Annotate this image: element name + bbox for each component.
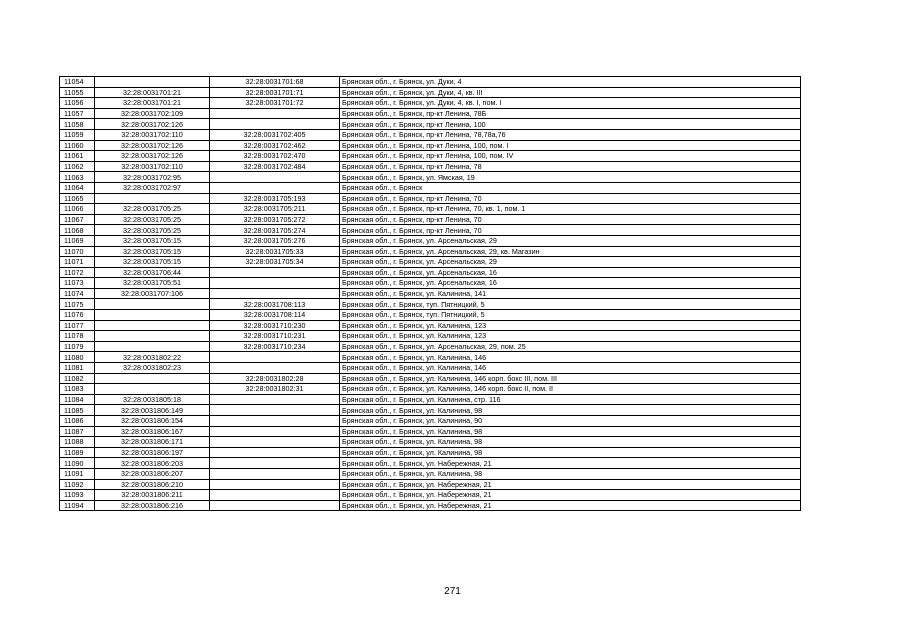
table-row	[60, 87, 801, 98]
address-cell: Брянская обл., г. Брянск, ул. Калинина, 98	[340, 437, 801, 448]
table-row	[60, 384, 801, 395]
address-cell: Брянская обл., г. Брянск, ул. Калинина, 146 корп. бокс III, пом. III	[340, 373, 801, 384]
record-number-cell: 11086	[60, 416, 95, 427]
record-number-cell: 11061	[60, 151, 95, 162]
land-plot-cadastral-number-cell: 32:28:0031806:149	[95, 405, 210, 416]
record-number-cell: 11067	[60, 214, 95, 225]
address-cell: Брянская обл., г. Брянск, ул. Арсенальская, 16	[340, 267, 801, 278]
address-cell: Брянская обл., г. Брянск, ул. Калинина, 98	[340, 426, 801, 437]
record-number-cell: 11068	[60, 225, 95, 236]
table-row	[60, 140, 801, 151]
object-cadastral-number-cell	[210, 468, 340, 479]
land-plot-cadastral-number-cell: 32:28:0031702:97	[95, 182, 210, 193]
object-cadastral-number-cell	[210, 426, 340, 437]
record-number-cell: 11070	[60, 246, 95, 257]
address-cell: Брянская обл., г. Брянск, пр-кт Ленина, 78,78а,76	[340, 129, 801, 140]
address-cell: Брянская обл., г. Брянск, ул. Набережная, 21	[340, 458, 801, 469]
page-number: 271	[444, 586, 461, 597]
record-number-cell: 11060	[60, 140, 95, 151]
object-cadastral-number-cell	[210, 288, 340, 299]
address-cell: Брянская обл., г. Брянск, ул. Арсенальская, 29, кв. Магазин	[340, 246, 801, 257]
record-number-cell: 11094	[60, 500, 95, 511]
address-cell: Брянская обл., г. Брянск, ул. Калинина, 141	[340, 288, 801, 299]
address-cell: Брянская обл., г. Брянск, пр-кт Ленина, 100, пом. IV	[340, 151, 801, 162]
object-cadastral-number-cell	[210, 172, 340, 183]
table-row	[60, 193, 801, 204]
registry-table	[59, 76, 801, 511]
address-cell: Брянская обл., г. Брянск, ул. Арсенальская, 29, пом. 25	[340, 341, 801, 352]
table-row	[60, 341, 801, 352]
record-number-cell: 11087	[60, 426, 95, 437]
land-plot-cadastral-number-cell	[95, 320, 210, 331]
land-plot-cadastral-number-cell: 32:28:0031706:44	[95, 267, 210, 278]
table-row	[60, 320, 801, 331]
object-cadastral-number-cell: 32:28:0031710:230	[210, 320, 340, 331]
record-number-cell: 11074	[60, 288, 95, 299]
table-row	[60, 235, 801, 246]
land-plot-cadastral-number-cell: 32:28:0031806:171	[95, 437, 210, 448]
record-number-cell: 11056	[60, 98, 95, 109]
table-row	[60, 363, 801, 374]
land-plot-cadastral-number-cell	[95, 331, 210, 342]
address-cell: Брянская обл., г. Брянск, ул. Калинина, 146	[340, 363, 801, 374]
land-plot-cadastral-number-cell	[95, 77, 210, 88]
land-plot-cadastral-number-cell: 32:28:0031702:126	[95, 140, 210, 151]
land-plot-cadastral-number-cell: 32:28:0031702:126	[95, 119, 210, 130]
land-plot-cadastral-number-cell: 32:28:0031702:110	[95, 161, 210, 172]
table-row	[60, 426, 801, 437]
object-cadastral-number-cell: 32:28:0031701:68	[210, 77, 340, 88]
land-plot-cadastral-number-cell: 32:28:0031805:18	[95, 394, 210, 405]
land-plot-cadastral-number-cell: 32:28:0031702:109	[95, 108, 210, 119]
object-cadastral-number-cell: 32:28:0031705:272	[210, 214, 340, 225]
land-plot-cadastral-number-cell: 32:28:0031806:207	[95, 468, 210, 479]
address-cell: Брянская обл., г. Брянск, ул. Калинина, 123	[340, 331, 801, 342]
address-cell: Брянская обл., г. Брянск, пр-кт Ленина, 70	[340, 214, 801, 225]
address-cell: Брянская обл., г. Брянск, туп. Пятницкий, 5	[340, 310, 801, 321]
object-cadastral-number-cell	[210, 108, 340, 119]
object-cadastral-number-cell: 32:28:0031705:34	[210, 257, 340, 268]
table-row	[60, 214, 801, 225]
record-number-cell: 11081	[60, 363, 95, 374]
land-plot-cadastral-number-cell: 32:28:0031806:154	[95, 416, 210, 427]
land-plot-cadastral-number-cell: 32:28:0031705:15	[95, 257, 210, 268]
address-cell: Брянская обл., г. Брянск, пр-кт Ленина, 70	[340, 225, 801, 236]
record-number-cell: 11082	[60, 373, 95, 384]
address-cell: Брянская обл., г. Брянск, ул. Калинина, 146 корп. бокс II, пом. II	[340, 384, 801, 395]
record-number-cell: 11092	[60, 479, 95, 490]
land-plot-cadastral-number-cell: 32:28:0031705:25	[95, 225, 210, 236]
land-plot-cadastral-number-cell: 32:28:0031806:210	[95, 479, 210, 490]
object-cadastral-number-cell: 32:28:0031710:234	[210, 341, 340, 352]
table-row	[60, 468, 801, 479]
table-row	[60, 267, 801, 278]
address-cell: Брянская обл., г. Брянск, ул. Калинина, 123	[340, 320, 801, 331]
address-cell: Брянская обл., г. Брянск, ул. Дуки, 4, кв. III	[340, 87, 801, 98]
table-row	[60, 182, 801, 193]
record-number-cell: 11088	[60, 437, 95, 448]
record-number-cell: 11062	[60, 161, 95, 172]
address-cell: Брянская обл., г. Брянск, ул. Набережная, 21	[340, 500, 801, 511]
table-row	[60, 479, 801, 490]
table-row	[60, 172, 801, 183]
table-row	[60, 500, 801, 511]
object-cadastral-number-cell	[210, 182, 340, 193]
object-cadastral-number-cell: 32:28:0031702:462	[210, 140, 340, 151]
object-cadastral-number-cell	[210, 500, 340, 511]
object-cadastral-number-cell	[210, 490, 340, 501]
record-number-cell: 11091	[60, 468, 95, 479]
object-cadastral-number-cell	[210, 447, 340, 458]
address-cell: Брянская обл., г. Брянск, ул. Дуки, 4, кв. I, пом. I	[340, 98, 801, 109]
table-row	[60, 458, 801, 469]
address-cell: Брянская обл., г. Брянск, пр-кт Ленина, 78	[340, 161, 801, 172]
address-cell: Брянская обл., г. Брянск	[340, 182, 801, 193]
address-cell: Брянская обл., г. Брянск, ул. Арсенальская, 29	[340, 235, 801, 246]
table-row	[60, 119, 801, 130]
land-plot-cadastral-number-cell	[95, 193, 210, 204]
land-plot-cadastral-number-cell: 32:28:0031702:126	[95, 151, 210, 162]
table-row	[60, 394, 801, 405]
address-cell: Брянская обл., г. Брянск, туп. Пятницкий, 5	[340, 299, 801, 310]
table-row	[60, 416, 801, 427]
record-number-cell: 11063	[60, 172, 95, 183]
land-plot-cadastral-number-cell: 32:28:0031802:23	[95, 363, 210, 374]
land-plot-cadastral-number-cell: 32:28:0031806:167	[95, 426, 210, 437]
address-cell: Брянская обл., г. Брянск, ул. Калинина, 90	[340, 416, 801, 427]
land-plot-cadastral-number-cell: 32:28:0031806:203	[95, 458, 210, 469]
table-row	[60, 108, 801, 119]
record-number-cell: 11084	[60, 394, 95, 405]
record-number-cell: 11069	[60, 235, 95, 246]
table-row	[60, 490, 801, 501]
table-row	[60, 225, 801, 236]
record-number-cell: 11058	[60, 119, 95, 130]
table-row	[60, 310, 801, 321]
land-plot-cadastral-number-cell: 32:28:0031702:110	[95, 129, 210, 140]
record-number-cell: 11064	[60, 182, 95, 193]
record-number-cell: 11057	[60, 108, 95, 119]
object-cadastral-number-cell: 32:28:0031708:113	[210, 299, 340, 310]
record-number-cell: 11085	[60, 405, 95, 416]
object-cadastral-number-cell: 32:28:0031705:211	[210, 204, 340, 215]
object-cadastral-number-cell	[210, 278, 340, 289]
record-number-cell: 11089	[60, 447, 95, 458]
land-plot-cadastral-number-cell: 32:28:0031705:25	[95, 214, 210, 225]
address-cell: Брянская обл., г. Брянск, ул. Ямская, 19	[340, 172, 801, 183]
object-cadastral-number-cell: 32:28:0031701:72	[210, 98, 340, 109]
land-plot-cadastral-number-cell: 32:28:0031705:25	[95, 204, 210, 215]
object-cadastral-number-cell: 32:28:0031802:31	[210, 384, 340, 395]
table-row	[60, 161, 801, 172]
record-number-cell: 11073	[60, 278, 95, 289]
table-row	[60, 204, 801, 215]
object-cadastral-number-cell: 32:28:0031710:231	[210, 331, 340, 342]
address-cell: Брянская обл., г. Брянск, ул. Калинина, 98	[340, 447, 801, 458]
land-plot-cadastral-number-cell: 32:28:0031707:106	[95, 288, 210, 299]
address-cell: Брянская обл., г. Брянск, ул. Набережная, 21	[340, 479, 801, 490]
address-cell: Брянская обл., г. Брянск, ул. Дуки, 4	[340, 77, 801, 88]
object-cadastral-number-cell: 32:28:0031705:274	[210, 225, 340, 236]
record-number-cell: 11066	[60, 204, 95, 215]
land-plot-cadastral-number-cell: 32:28:0031806:197	[95, 447, 210, 458]
address-cell: Брянская обл., г. Брянск, ул. Калинина, 146	[340, 352, 801, 363]
address-cell: Брянская обл., г. Брянск, ул. Калинина, стр. 116	[340, 394, 801, 405]
land-plot-cadastral-number-cell	[95, 310, 210, 321]
land-plot-cadastral-number-cell	[95, 299, 210, 310]
record-number-cell: 11077	[60, 320, 95, 331]
land-plot-cadastral-number-cell: 32:28:0031702:95	[95, 172, 210, 183]
land-plot-cadastral-number-cell: 32:28:0031701:21	[95, 98, 210, 109]
table-row	[60, 129, 801, 140]
land-plot-cadastral-number-cell	[95, 373, 210, 384]
table-row	[60, 246, 801, 257]
table-row	[60, 447, 801, 458]
object-cadastral-number-cell	[210, 363, 340, 374]
object-cadastral-number-cell	[210, 458, 340, 469]
land-plot-cadastral-number-cell: 32:28:0031705:15	[95, 246, 210, 257]
address-cell: Брянская обл., г. Брянск, ул. Арсенальская, 29	[340, 257, 801, 268]
object-cadastral-number-cell: 32:28:0031705:193	[210, 193, 340, 204]
table-row	[60, 299, 801, 310]
land-plot-cadastral-number-cell	[95, 384, 210, 395]
table-row	[60, 77, 801, 88]
object-cadastral-number-cell	[210, 479, 340, 490]
registry-table-body	[60, 77, 801, 511]
object-cadastral-number-cell	[210, 394, 340, 405]
land-plot-cadastral-number-cell	[95, 341, 210, 352]
object-cadastral-number-cell	[210, 352, 340, 363]
record-number-cell: 11080	[60, 352, 95, 363]
table-row	[60, 331, 801, 342]
address-cell: Брянская обл., г. Брянск, ул. Набережная, 21	[340, 490, 801, 501]
address-cell: Брянская обл., г. Брянск, пр-кт Ленина, 78Б	[340, 108, 801, 119]
table-row	[60, 278, 801, 289]
object-cadastral-number-cell: 32:28:0031702:470	[210, 151, 340, 162]
object-cadastral-number-cell: 32:28:0031705:33	[210, 246, 340, 257]
land-plot-cadastral-number-cell: 32:28:0031705:51	[95, 278, 210, 289]
record-number-cell: 11093	[60, 490, 95, 501]
address-cell: Брянская обл., г. Брянск, пр-кт Ленина, 100, пом. I	[340, 140, 801, 151]
record-number-cell: 11079	[60, 341, 95, 352]
object-cadastral-number-cell: 32:28:0031702:405	[210, 129, 340, 140]
land-plot-cadastral-number-cell: 32:28:0031806:211	[95, 490, 210, 501]
object-cadastral-number-cell	[210, 267, 340, 278]
address-cell: Брянская обл., г. Брянск, ул. Калинина, 98	[340, 468, 801, 479]
record-number-cell: 11054	[60, 77, 95, 88]
table-row	[60, 437, 801, 448]
record-number-cell: 11083	[60, 384, 95, 395]
address-cell: Брянская обл., г. Брянск, пр-кт Ленина, 70	[340, 193, 801, 204]
land-plot-cadastral-number-cell: 32:28:0031806:216	[95, 500, 210, 511]
record-number-cell: 11071	[60, 257, 95, 268]
object-cadastral-number-cell	[210, 416, 340, 427]
record-number-cell: 11055	[60, 87, 95, 98]
table-row	[60, 151, 801, 162]
record-number-cell: 11076	[60, 310, 95, 321]
table-row	[60, 257, 801, 268]
record-number-cell: 11072	[60, 267, 95, 278]
object-cadastral-number-cell: 32:28:0031702:484	[210, 161, 340, 172]
land-plot-cadastral-number-cell: 32:28:0031701:21	[95, 87, 210, 98]
address-cell: Брянская обл., г. Брянск, пр-кт Ленина, 70, кв. 1, пом. 1	[340, 204, 801, 215]
table-row	[60, 98, 801, 109]
land-plot-cadastral-number-cell: 32:28:0031802:22	[95, 352, 210, 363]
address-cell: Брянская обл., г. Брянск, пр-кт Ленина, 100	[340, 119, 801, 130]
record-number-cell: 11059	[60, 129, 95, 140]
address-cell: Брянская обл., г. Брянск, ул. Арсенальская, 16	[340, 278, 801, 289]
address-cell: Брянская обл., г. Брянск, ул. Калинина, 98	[340, 405, 801, 416]
table-row	[60, 373, 801, 384]
record-number-cell: 11090	[60, 458, 95, 469]
object-cadastral-number-cell	[210, 437, 340, 448]
object-cadastral-number-cell: 32:28:0031708:114	[210, 310, 340, 321]
record-number-cell: 11078	[60, 331, 95, 342]
table-row	[60, 288, 801, 299]
table-row	[60, 405, 801, 416]
record-number-cell: 11075	[60, 299, 95, 310]
object-cadastral-number-cell: 32:28:0031802:28	[210, 373, 340, 384]
table-row	[60, 352, 801, 363]
land-plot-cadastral-number-cell: 32:28:0031705:15	[95, 235, 210, 246]
object-cadastral-number-cell	[210, 405, 340, 416]
object-cadastral-number-cell: 32:28:0031705:276	[210, 235, 340, 246]
object-cadastral-number-cell	[210, 119, 340, 130]
record-number-cell: 11065	[60, 193, 95, 204]
object-cadastral-number-cell: 32:28:0031701:71	[210, 87, 340, 98]
